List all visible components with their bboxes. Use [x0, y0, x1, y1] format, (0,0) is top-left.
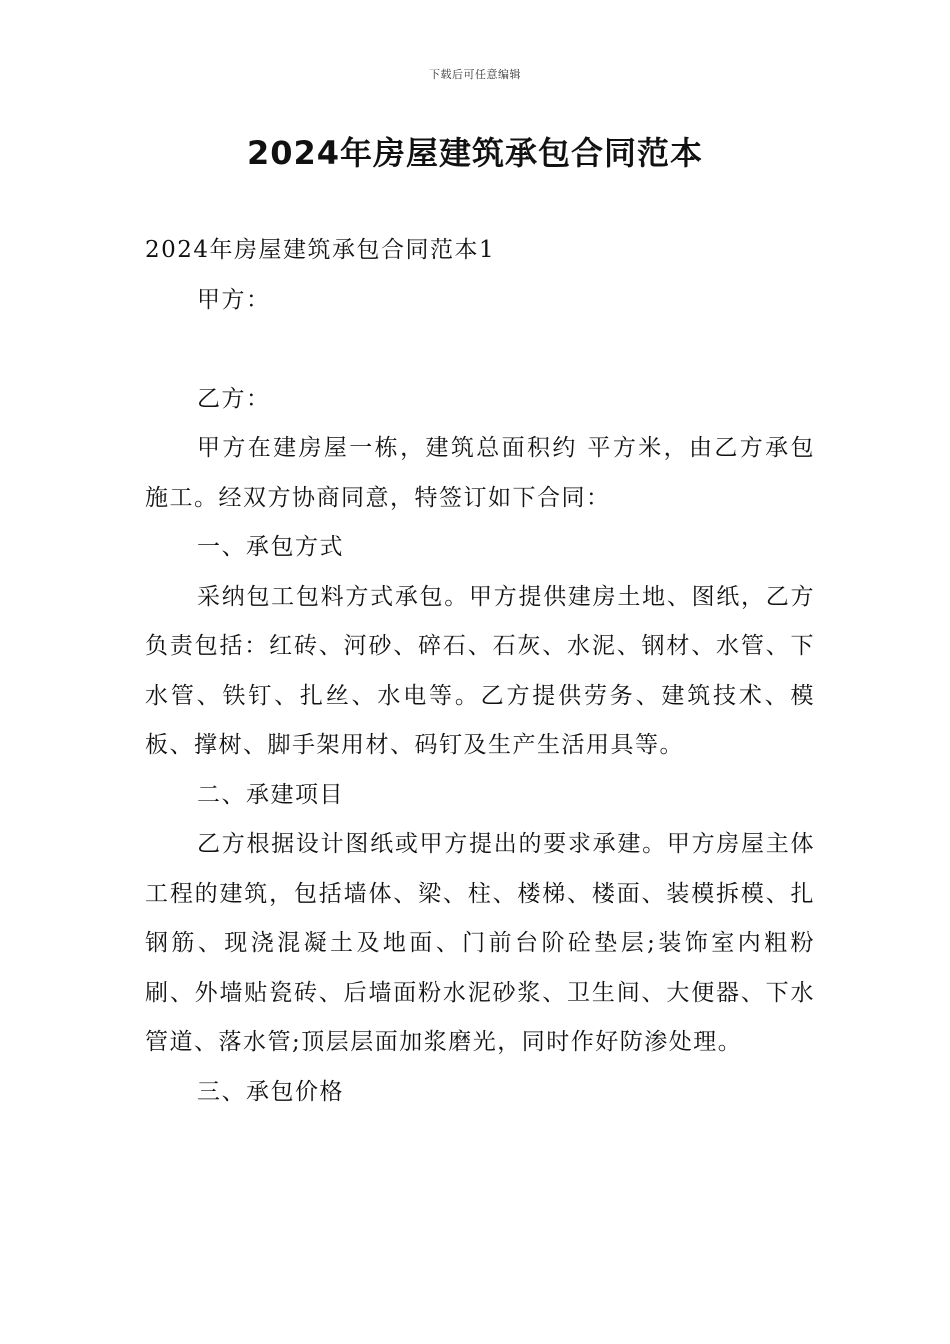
blank-line — [145, 325, 815, 375]
section-heading-2: 二、承建项目 — [197, 781, 344, 808]
page-header-note: 下载后可任意编辑 — [429, 68, 521, 81]
section-body-1: 采纳包工包料方式承包。甲方提供建房土地、图纸，乙方负责包括：红砖、河砂、碎石、石灰、水泥、钢材、水管、下水管、铁钉、扎丝、水电等。乙方提供劳务、建筑技术、模板、撑树、脚手架用材、码钉及生产生活用具等。 — [145, 583, 815, 758]
section-body-2: 乙方根据设计图纸或甲方提出的要求承建。甲方房屋主体工程的建筑，包括墙体、梁、柱、楼梯、楼面、装模拆模、扎钢筋、现浇混凝土及地面、门前台阶砼垫层;装饰室内粗粉刷、外墙贴瓷砖、后墙面粉水泥砂浆、卫生间、大便器、下水管道、落水管;顶层层面加浆磨光，同时作好防渗处理。 — [145, 831, 815, 1055]
party-a-label: 甲方： — [197, 286, 271, 313]
section-heading-3: 三、承包价格 — [197, 1078, 344, 1105]
contract-subtitle: 2024年房屋建筑承包合同范本1 — [145, 237, 496, 263]
party-b-label: 乙方： — [197, 385, 271, 412]
intro-paragraph: 甲方在建房屋一栋，建筑总面积约 平方米，由乙方承包施工。经双方协商同意，特签订如下合同： — [145, 435, 815, 511]
document-title: 2024年房屋建筑承包合同范本 — [246, 134, 704, 172]
document-body — [145, 226, 815, 1117]
section-heading-1: 一、承包方式 — [197, 534, 344, 560]
